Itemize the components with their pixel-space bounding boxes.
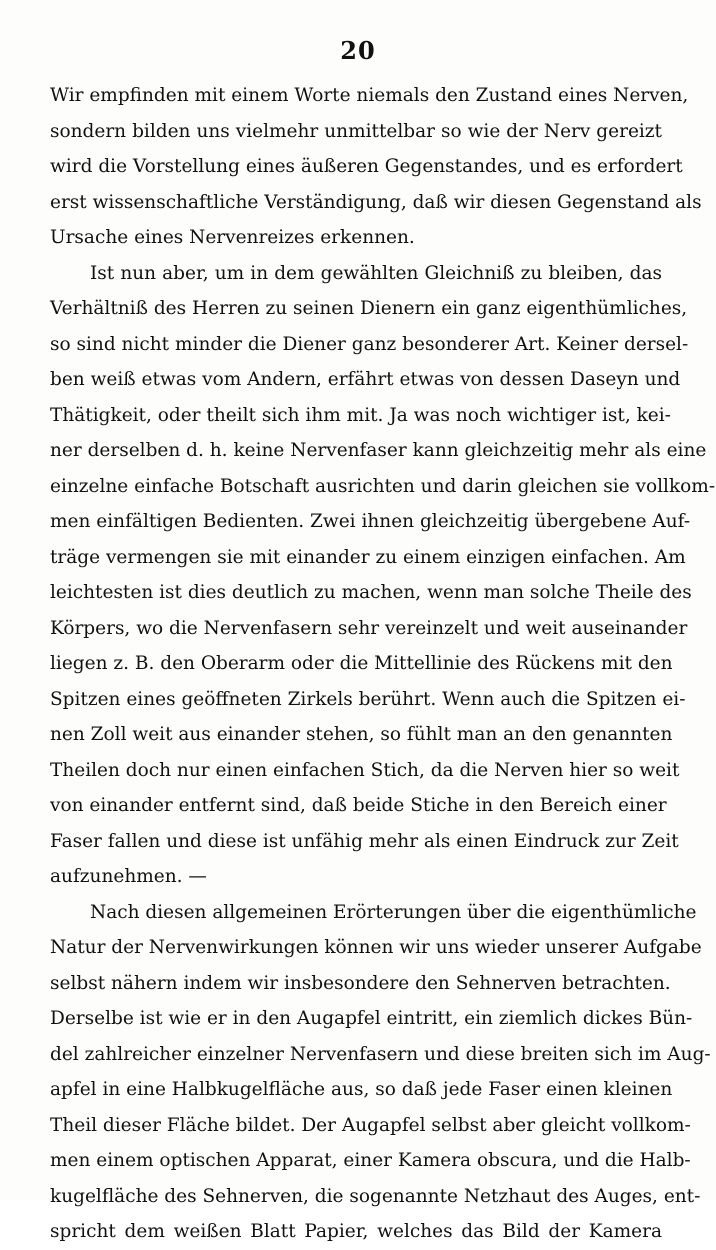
text-line: ben weiß etwas vom Andern, erfährt etwas von dessen Daseyn und	[50, 369, 681, 390]
body-text	[50, 78, 716, 1250]
text-line: selbst nähern indem wir insbesondere den Sehnerven betrachten.	[50, 972, 671, 994]
paragraph	[50, 256, 716, 895]
text-line: liegen z. B. den Oberarm oder die Mittellinie des Rückens mit den	[50, 653, 673, 674]
text-line: spricht dem weißen Blatt Papier, welches das Bild der Kamera	[50, 1221, 662, 1242]
text-line: erst wissenschaftliche Verständigung, daß wir diesen Gegenstand als	[50, 191, 702, 213]
text-line: Faser fallen und diese ist unfähig mehr als einen Eindruck zur Zeit	[50, 830, 679, 852]
text-line: men einem optischen Apparat, einer Kamera obscura, und die Halb-	[50, 1150, 691, 1171]
text-line: ner derselben d. h. keine Nervenfaser kann gleichzeitig mehr als eine	[50, 440, 707, 461]
text-line: Verhältniß des Herren zu seinen Dienern ein ganz eigenthümliches,	[50, 298, 688, 319]
text-line: Natur der Nervenwirkungen können wir uns wieder unserer Aufgabe	[50, 937, 702, 958]
text-line: kugelfläche des Sehnerven, die sogenannte Netzhaut des Auges, ent-	[50, 1185, 701, 1207]
text-line: aufzunehmen. —	[50, 866, 207, 887]
text-line: einzelne einfache Botschaft ausrichten und darin gleichen sie vollkom-	[50, 475, 716, 497]
text-line: Nach diesen allgemeinen Erörterungen über die eigenthümliche	[90, 901, 697, 923]
text-line: apfel in eine Halbkugelfläche aus, so daß jede Faser einen kleinen	[50, 1079, 673, 1100]
page-number: 20	[340, 36, 376, 65]
text-line: Wir empfinden mit einem Worte niemals den Zustand eines Nerven,	[50, 85, 689, 106]
text-line: del zahlreicher einzelner Nervenfasern und diese breiten sich im Aug-	[50, 1043, 711, 1065]
text-line: Derselbe ist wie er in den Augapfel eintritt, ein ziemlich dickes Bün-	[50, 1008, 693, 1029]
text-line: men einfältigen Bedienten. Zwei ihnen gleichzeitig übergebene Auf-	[50, 511, 691, 532]
text-line: nen Zoll weit aus einander stehen, so fühlt man an den genannten	[50, 724, 673, 745]
text-line: so sind nicht minder die Diener ganz besonderer Art. Keiner dersel-	[50, 333, 689, 355]
paragraph	[50, 78, 702, 256]
text-line: wird die Vorstellung eines äußeren Gegenstandes, und es erfordert	[50, 156, 683, 177]
text-line: Thätigkeit, oder theilt sich ihm mit. Ja was noch wichtiger ist, kei-	[50, 404, 671, 426]
text-line: Körpers, wo die Nervenfasern sehr vereinzelt und weit auseinander	[50, 617, 688, 639]
text-line: Spitzen eines geöffneten Zirkels berührt. Wenn auch die Spitzen ei-	[50, 688, 686, 710]
text-line: leichtesten ist dies deutlich zu machen, wenn man solche Theile des	[50, 582, 692, 603]
text-line: träge vermengen sie mit einander zu einem einzigen einfachen. Am	[50, 546, 686, 568]
text-line: von einander entfernt sind, daß beide Stiche in den Bereich einer	[50, 795, 667, 816]
text-line: sondern bilden uns vielmehr unmittelbar so wie der Nerv gereizt	[50, 120, 662, 142]
text-line: Theilen doch nur einen einfachen Stich, da die Nerven hier so weit	[50, 759, 680, 781]
text-line: Ursache eines Nervenreizes erkennen.	[50, 227, 415, 248]
paragraph	[50, 895, 711, 1250]
text-line: Theil dieser Fläche bildet. Der Augapfel selbst aber gleicht vollkom-	[50, 1114, 691, 1136]
text-line: Ist nun aber, um in dem gewählten Gleichniß zu bleiben, das	[90, 262, 662, 284]
